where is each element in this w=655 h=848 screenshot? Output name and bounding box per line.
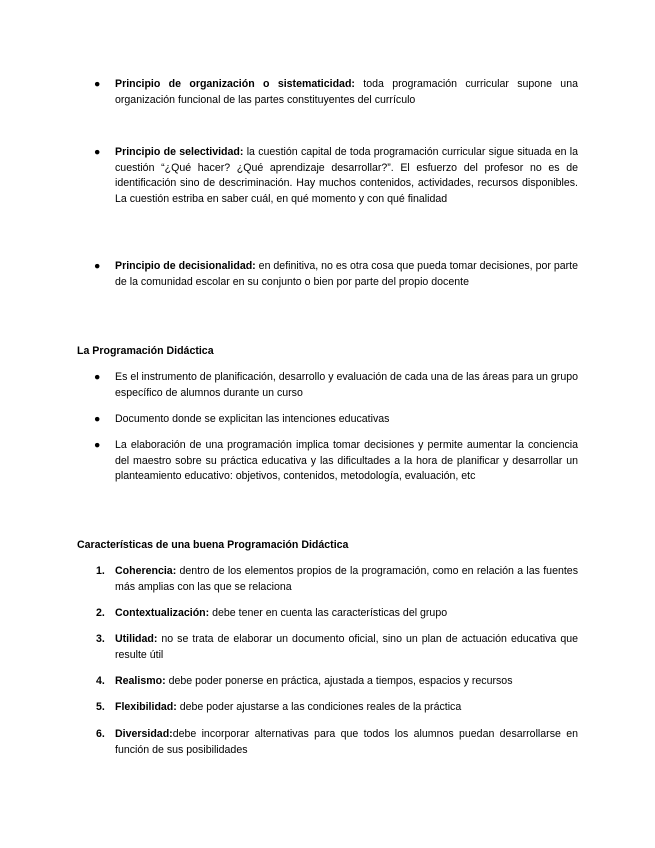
list-item [94,438,578,485]
item-text: Es el instrumento de planificación, desarrollo y evaluación de cada una de las áreas para un grupo específico de alumnos durante un curso [115,371,578,399]
item-term: Contextualización: [115,607,210,619]
bullet-icon: ● [94,260,101,272]
bullet-icon: ● [94,146,101,158]
list-item [94,145,578,207]
item-number: 1. [96,565,105,577]
item-term: Utilidad: [115,633,158,645]
item-number: 6. [96,728,105,740]
item-text: debe tener en cuenta las características del grupo [209,607,448,619]
list-item [94,606,578,622]
item-text: en definitiva, no es otra cosa que pueda tomar decisiones, por parte de la comunidad escolar en su conjunto o bien por parte del propio docente [115,260,578,288]
section-heading: Características de una buena Programación Didáctica [77,539,349,551]
item-text: no se trata de elaborar un documento oficial, sino un plan de actuación educativa que resulte útil [115,633,578,661]
item-term: Principio de decisionalidad: [115,260,256,272]
list-item [94,370,578,401]
list-item [94,77,578,108]
item-term: Principio de selectividad: [115,146,244,158]
bullet-icon: ● [94,371,101,383]
bullet-icon: ● [94,78,101,90]
item-term: Principio de organización o sistematicidad: [115,78,355,90]
item-text: debe poder ponerse en práctica, ajustada a tiempos, espacios y recursos [165,675,513,687]
list-item [94,727,578,758]
item-text: dentro de los elementos propios de la programación, como en relación a las fuentes más amplias con las que se relaciona [115,565,578,593]
item-term: Coherencia: [115,565,177,577]
list-item [94,700,578,716]
item-number: 4. [96,675,105,687]
item-text: Documento donde se explicitan las intenciones educativas [115,413,390,425]
list-item [94,674,578,690]
item-text: debe poder ajustarse a las condiciones reales de la práctica [176,701,462,713]
item-number: 3. [96,633,105,645]
item-term: Flexibilidad: [115,701,177,713]
item-text: la cuestión capital de toda programación curricular sigue situada en la cuestión “¿Qué hacer? ¿Qué aprendizaje desarrollar?”. El esfuerzo del profesor no es de identificación sino de descriminación. Hay muchos contenidos, actividades, recursos disponibles. La cuestión estriba en saber cuál, en qué momento y con qué finalidad [115,146,578,205]
list-item [94,632,578,663]
bullet-icon: ● [94,413,101,425]
item-text: La elaboración de una programación implica tomar decisiones y permite aumentar la conciencia del maestro sobre su práctica educativa y las dificultades a la hora de planificar y desarrollar un planteamiento educativo: objetivos, contenidos, metodología, evaluación, etc [115,439,578,482]
section-heading: La Programación Didáctica [77,345,214,357]
item-text: toda programación curricular supone una organización funcional de las partes constituyentes del currículo [115,78,578,106]
item-text: debe incorporar alternativas para que todos los alumnos puedan desarrollarse en función de sus posibilidades [115,728,578,756]
list-item [94,564,578,595]
list-item [94,259,578,290]
item-number: 5. [96,701,105,713]
bullet-icon: ● [94,439,101,451]
list-item [94,412,578,428]
item-term: Realismo: [115,675,166,687]
item-number: 2. [96,607,105,619]
item-term: Diversidad: [115,728,173,740]
